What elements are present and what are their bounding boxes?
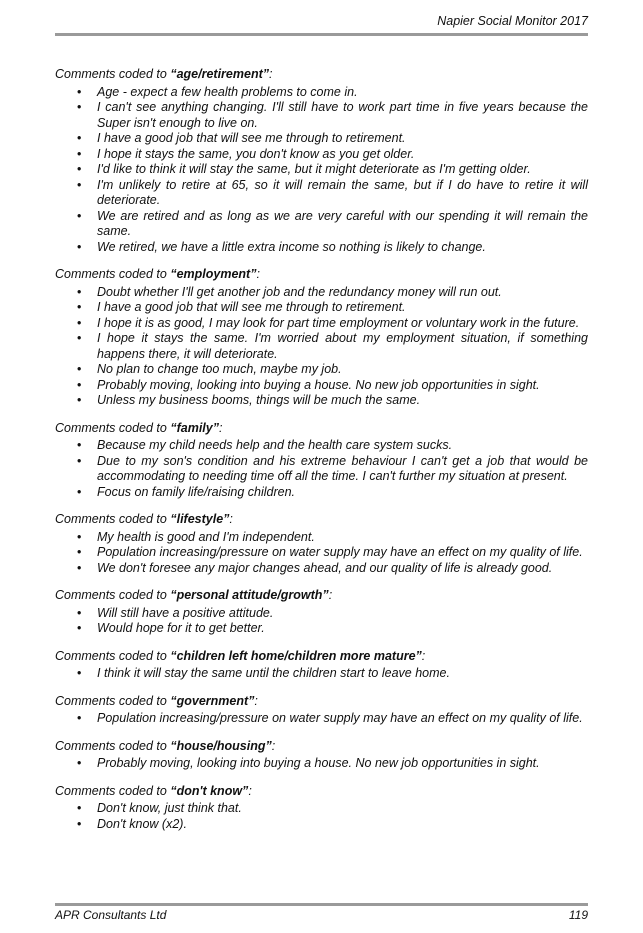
comment-list (55, 666, 588, 682)
section-heading (55, 694, 588, 710)
comment-text: No plan to change too much, maybe my job. (97, 362, 342, 376)
list-item (55, 147, 588, 163)
bullet-icon: • (77, 208, 82, 223)
page-number: 119 (568, 908, 588, 922)
list-item (55, 316, 588, 332)
comment-list (55, 756, 588, 772)
comment-text: I'm unlikely to retire at 65, so it will remain the same, but if I do have to retire it will deteriorate. (97, 177, 588, 207)
bullet-icon: • (77, 131, 82, 145)
bullet-icon: • (77, 162, 82, 176)
heading-prefix: Comments coded to (55, 693, 171, 708)
bullet-icon: • (77, 545, 82, 559)
comment-section (55, 421, 588, 501)
bullet-icon: • (77, 801, 82, 815)
comment-text: I think it will stay the same until the children start to leave home. (97, 666, 450, 680)
list-item (55, 817, 588, 833)
comment-text: I have a good job that will see me through to retirement. (97, 131, 406, 145)
heading-colon: : (248, 783, 252, 798)
heading-prefix: Comments coded to (55, 420, 171, 435)
list-item (55, 711, 588, 727)
comment-text: Unless my business booms, things will be much the same. (97, 393, 421, 407)
heading-prefix: Comments coded to (55, 738, 171, 753)
list-item (55, 756, 588, 772)
page-header-title: Napier Social Monitor 2017 (437, 14, 588, 28)
section-heading (55, 739, 588, 755)
comment-section (55, 739, 588, 772)
heading-prefix: Comments coded to (55, 512, 171, 526)
list-item (55, 545, 588, 561)
bullet-icon: • (77, 362, 82, 376)
list-item (55, 162, 588, 178)
heading-colon: : (254, 693, 258, 708)
list-item (55, 240, 588, 256)
bullet-icon: • (77, 756, 82, 770)
list-item (55, 621, 588, 637)
comment-text: Because my child needs help and the health care system sucks. (97, 438, 453, 452)
comment-text: Will still have a positive attitude. (97, 605, 274, 620)
bullet-icon: • (77, 711, 82, 725)
list-item (55, 300, 588, 316)
comment-section (55, 512, 588, 576)
comment-text: I have a good job that will see me through to retirement. (97, 300, 406, 314)
bullet-icon: • (77, 484, 82, 499)
section-heading (55, 67, 588, 83)
list-item (55, 801, 588, 817)
list-item (55, 209, 588, 240)
bullet-icon: • (77, 453, 82, 468)
comment-list (55, 530, 588, 577)
heading-code: “employment” (170, 267, 257, 281)
heading-code: “don't know” (170, 783, 249, 798)
heading-colon: : (328, 588, 333, 602)
comment-text: Age - expect a few health problems to come in. (97, 84, 358, 99)
list-item (55, 561, 588, 577)
bullet-icon: • (77, 146, 82, 161)
bullet-icon: • (77, 529, 82, 544)
comment-text: Population increasing/pressure on water supply may have an effect on my quality of life. (97, 545, 583, 559)
comment-text: Would hope for it to get better. (97, 621, 265, 635)
heading-colon: : (269, 67, 273, 81)
comment-section (55, 588, 588, 637)
heading-code: “age/retirement” (170, 67, 269, 81)
heading-code: “government” (170, 693, 255, 708)
comment-list (55, 438, 588, 500)
comment-list (55, 606, 588, 637)
comment-section (55, 784, 588, 833)
list-item (55, 606, 588, 622)
bullet-icon: • (77, 816, 82, 831)
list-item (55, 454, 588, 485)
heading-code: “house/housing” (170, 738, 272, 753)
bullet-icon: • (77, 177, 82, 192)
comment-text: Due to my son's condition and his extreme behaviour I can't get a job that would be accommodating to needing time off all the time. I can't further my situation at present. (97, 453, 588, 483)
heading-prefix: Comments coded to (55, 67, 171, 81)
list-item (55, 285, 588, 301)
comment-text: I'd like to think it will stay the same, but it might deteriorate as I'm getting older. (97, 162, 531, 176)
comment-list (55, 711, 588, 727)
comment-text: We don't foresee any major changes ahead, and our quality of life is already good. (97, 560, 553, 575)
heading-colon: : (256, 267, 260, 281)
list-item (55, 393, 588, 409)
bullet-icon: • (77, 100, 82, 114)
footer-rule (55, 903, 588, 906)
bullet-icon: • (77, 605, 82, 620)
bullet-icon: • (77, 239, 82, 254)
list-item (55, 438, 588, 454)
section-heading (55, 512, 588, 528)
footer-company: APR Consultants Ltd (55, 908, 167, 922)
comment-list (55, 801, 588, 832)
section-heading (55, 649, 588, 665)
heading-code: “children left home/children more mature” (170, 648, 422, 663)
section-heading (55, 421, 588, 437)
heading-colon: : (271, 738, 276, 753)
heading-prefix: Comments coded to (55, 267, 171, 281)
bullet-icon: • (77, 315, 82, 330)
heading-colon: : (229, 512, 233, 526)
comment-list (55, 85, 588, 256)
heading-colon: : (421, 648, 426, 663)
bullet-icon: • (77, 438, 82, 452)
list-item (55, 378, 588, 394)
list-item (55, 85, 588, 101)
comment-text: We are retired and as long as we are very careful with our spending it will remain the same. (97, 208, 588, 238)
list-item (55, 178, 588, 209)
comment-text: I can't see anything changing. I'll still have to work part time in five years because the Super isn't enough to live on. (97, 100, 588, 130)
list-item (55, 331, 588, 362)
comment-text: I hope it stays the same, you don't know as you get older. (97, 146, 415, 161)
comment-text: I hope it stays the same. I'm worried about my employment situation, if something happens there, it will deteriorate. (97, 331, 588, 361)
heading-code: “family” (170, 420, 219, 435)
comment-text: Doubt whether I'll get another job and the redundancy money will run out. (97, 284, 502, 299)
list-item (55, 485, 588, 501)
bullet-icon: • (77, 666, 82, 680)
bullet-icon: • (77, 300, 82, 314)
header-rule (55, 33, 588, 36)
list-item (55, 131, 588, 147)
heading-colon: : (218, 420, 223, 435)
list-item (55, 362, 588, 378)
comment-text: Probably moving, looking into buying a house. No new job opportunities in sight. (97, 756, 540, 770)
list-item (55, 530, 588, 546)
bullet-icon: • (77, 331, 82, 345)
bullet-icon: • (77, 560, 82, 575)
comment-section (55, 694, 588, 727)
comment-text: Probably moving, looking into buying a house. No new job opportunities in sight. (97, 377, 540, 392)
bullet-icon: • (77, 393, 82, 407)
bullet-icon: • (77, 284, 82, 299)
list-item (55, 666, 588, 682)
section-heading (55, 588, 588, 604)
heading-prefix: Comments coded to (55, 783, 171, 798)
bullet-icon: • (77, 84, 82, 99)
comment-section (55, 649, 588, 682)
list-item (55, 100, 588, 131)
heading-code: “lifestyle” (170, 512, 230, 526)
bullet-icon: • (77, 377, 82, 392)
comment-section (55, 267, 588, 409)
comment-section (55, 67, 588, 255)
section-heading (55, 784, 588, 800)
comment-list (55, 285, 588, 409)
bullet-icon: • (77, 621, 82, 635)
heading-prefix: Comments coded to (55, 648, 171, 663)
comment-text: Don't know (x2). (97, 816, 187, 831)
comment-text: I hope it is as good, I may look for part time employment or voluntary work in the future. (97, 315, 580, 330)
section-heading (55, 267, 588, 283)
comment-text: We retired, we have a little extra income so nothing is likely to change. (97, 239, 486, 254)
comment-text: Focus on family life/raising children. (97, 484, 295, 499)
comment-text: Don't know, just think that. (97, 801, 242, 815)
document-body (55, 67, 588, 844)
heading-prefix: Comments coded to (55, 588, 171, 602)
heading-code: “personal attitude/growth” (170, 588, 329, 602)
comment-text: My health is good and I'm independent. (97, 529, 315, 544)
comment-text: Population increasing/pressure on water supply may have an effect on my quality of life. (97, 711, 583, 725)
